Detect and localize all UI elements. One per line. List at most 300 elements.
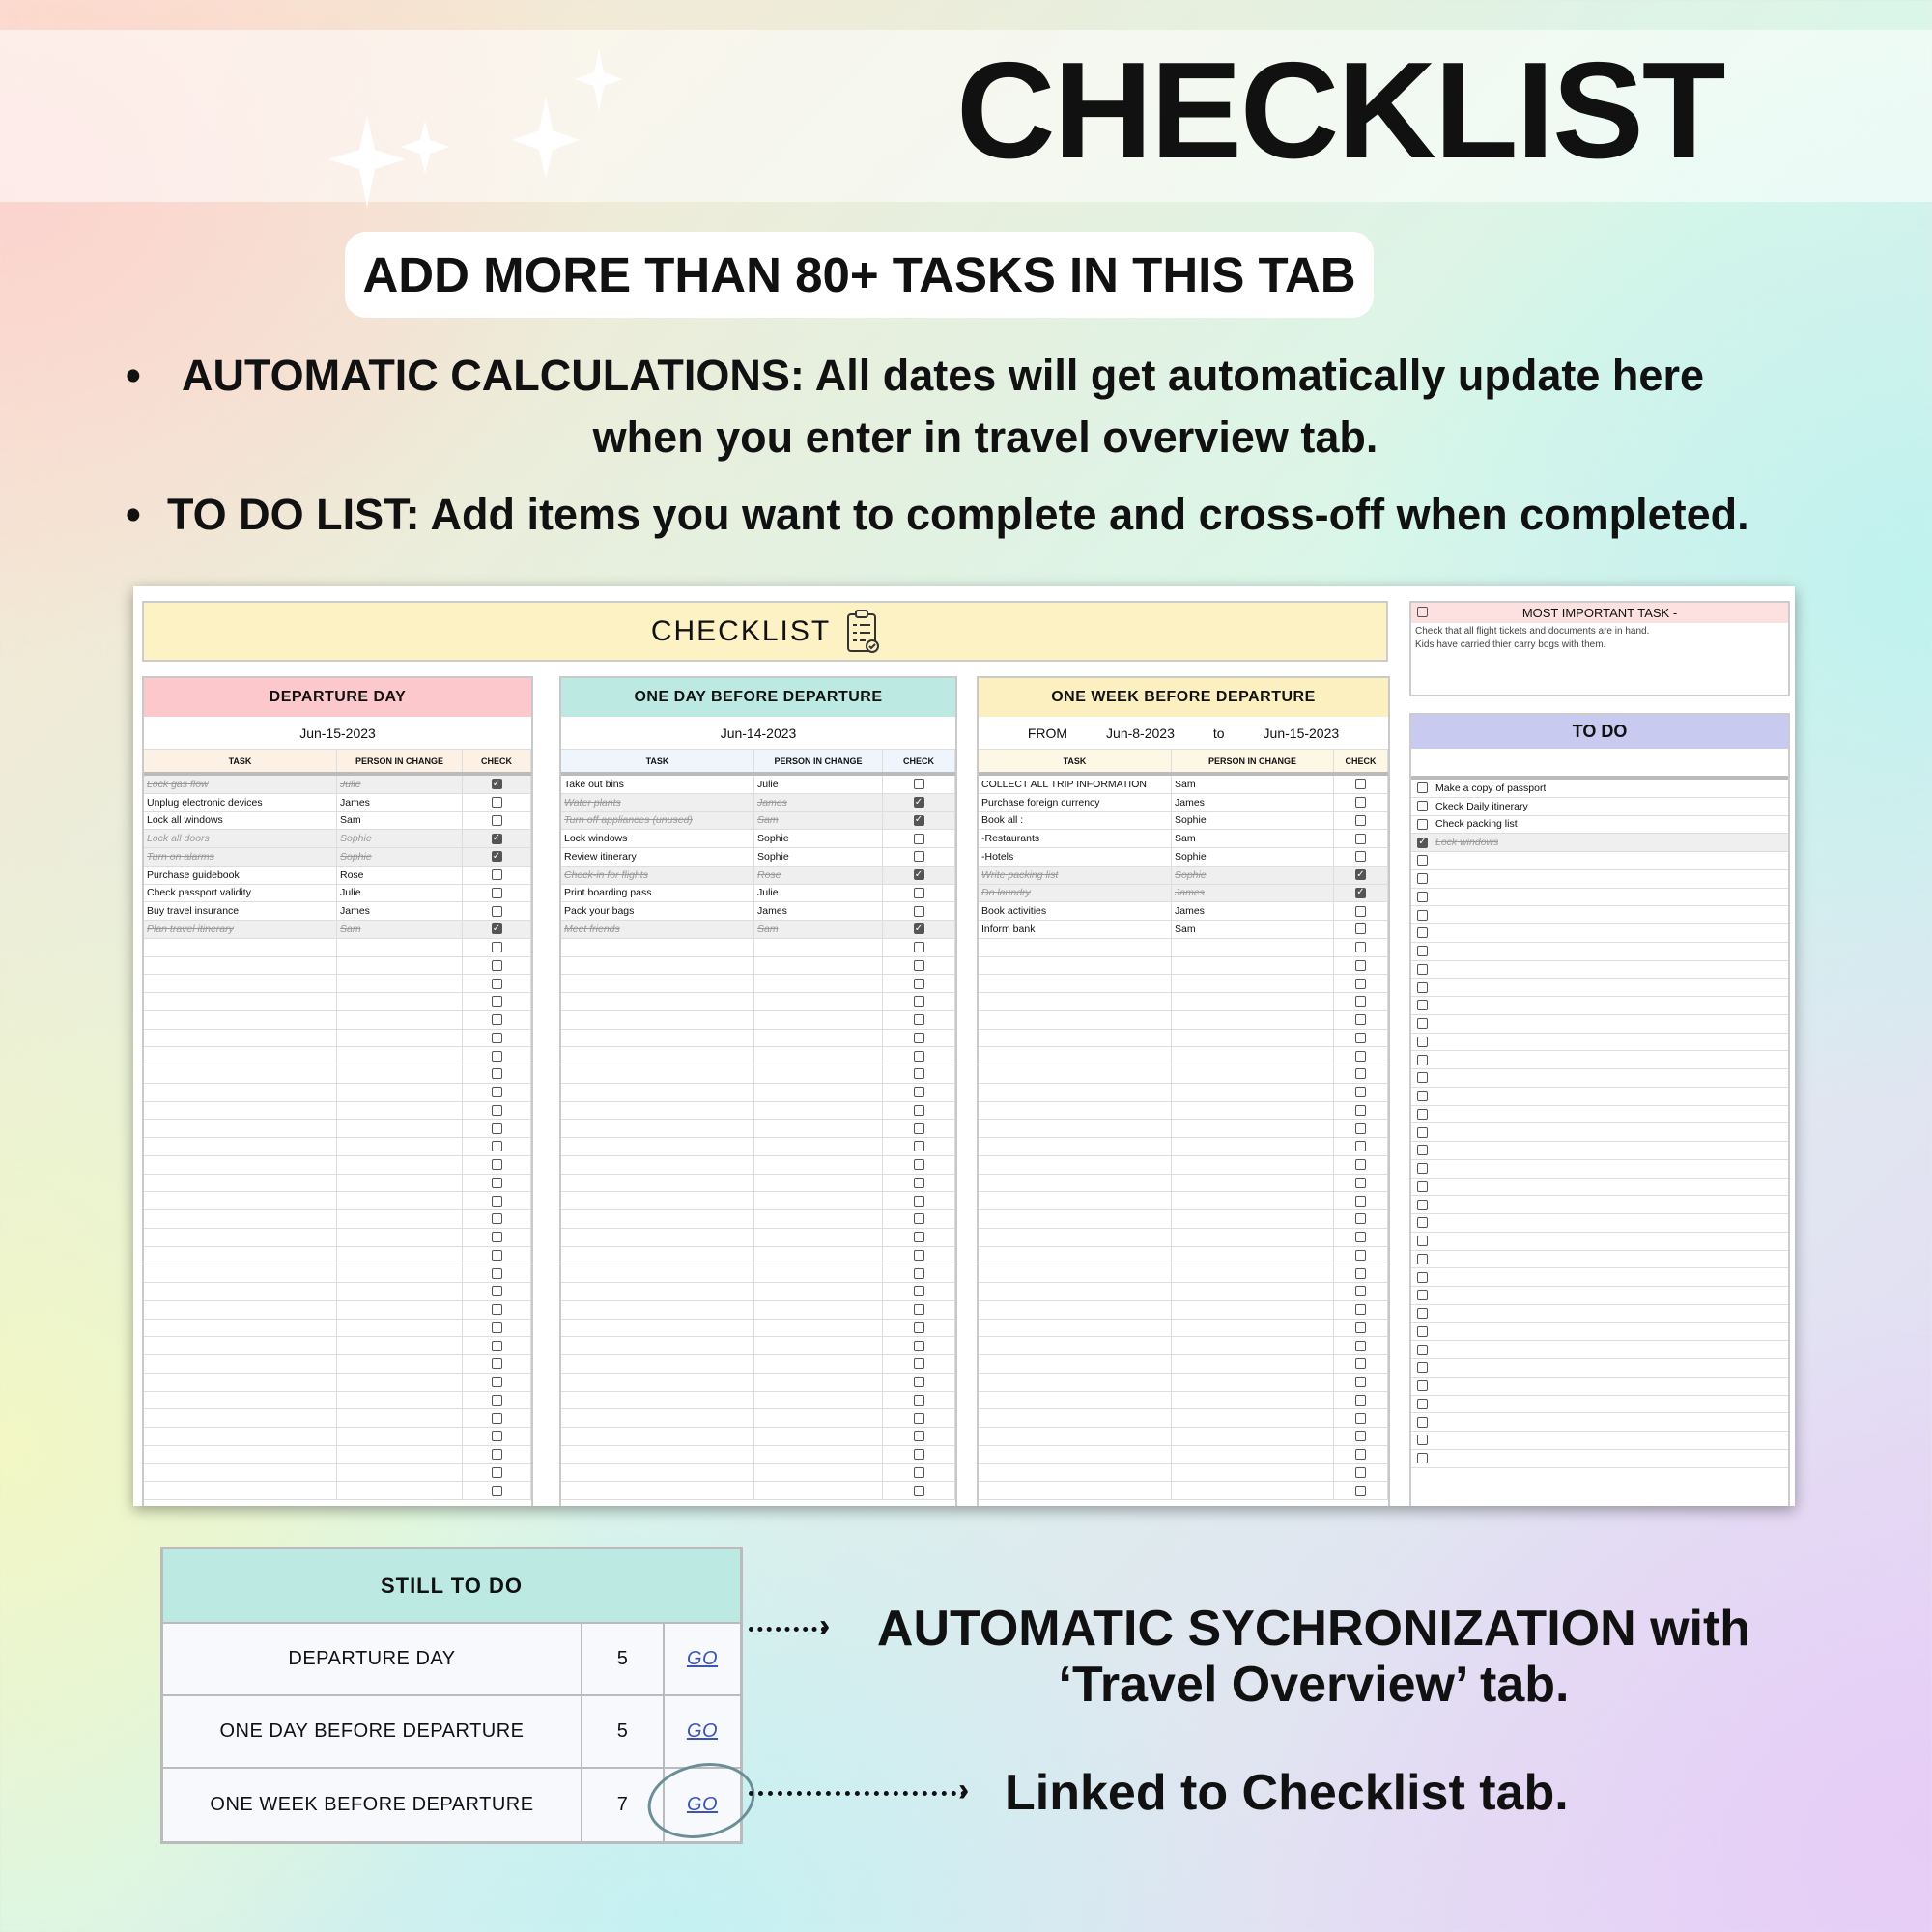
task-cell[interactable]: Purchase foreign currency bbox=[979, 794, 1172, 811]
check-checkbox[interactable] bbox=[492, 1449, 502, 1460]
task-cell[interactable] bbox=[979, 1084, 1172, 1101]
task-cell[interactable]: COLLECT ALL TRIP INFORMATION bbox=[979, 776, 1172, 793]
person-cell[interactable] bbox=[754, 1030, 883, 1047]
task-cell[interactable] bbox=[561, 1011, 754, 1029]
todo-checkbox[interactable] bbox=[1417, 927, 1428, 938]
check-checkbox[interactable] bbox=[914, 1486, 924, 1496]
check-checkbox[interactable] bbox=[1355, 1213, 1366, 1224]
check-checkbox[interactable]: ✓ bbox=[914, 814, 923, 826]
check-checkbox[interactable] bbox=[914, 942, 924, 952]
task-cell[interactable] bbox=[979, 1156, 1172, 1174]
check-checkbox[interactable] bbox=[492, 1341, 502, 1351]
check-checkbox[interactable] bbox=[914, 1051, 924, 1062]
person-cell[interactable] bbox=[1172, 1337, 1334, 1354]
check-checkbox[interactable]: ✓ bbox=[914, 796, 923, 808]
check-checkbox[interactable] bbox=[492, 815, 502, 826]
person-cell[interactable]: James bbox=[1172, 885, 1334, 902]
person-cell[interactable] bbox=[337, 1192, 463, 1209]
person-cell[interactable] bbox=[337, 1464, 463, 1482]
person-cell[interactable] bbox=[337, 1320, 463, 1337]
todo-checkbox[interactable] bbox=[1417, 892, 1428, 902]
todo-text[interactable]: Make a copy of passport bbox=[1435, 781, 1547, 794]
task-cell[interactable] bbox=[144, 1264, 337, 1282]
person-cell[interactable] bbox=[1172, 1047, 1334, 1065]
check-checkbox[interactable] bbox=[914, 1087, 924, 1097]
person-cell[interactable]: Sophie bbox=[1172, 812, 1334, 830]
todo-checkbox[interactable] bbox=[1417, 1200, 1428, 1210]
check-checkbox[interactable] bbox=[1355, 1068, 1366, 1079]
check-checkbox[interactable] bbox=[914, 1377, 924, 1387]
check-checkbox[interactable] bbox=[1355, 960, 1366, 971]
check-checkbox[interactable] bbox=[914, 1467, 924, 1478]
task-cell[interactable] bbox=[561, 1047, 754, 1065]
person-cell[interactable] bbox=[337, 1374, 463, 1391]
person-cell[interactable] bbox=[754, 1428, 883, 1445]
check-checkbox[interactable] bbox=[1355, 1178, 1366, 1188]
check-checkbox[interactable] bbox=[492, 1304, 502, 1315]
todo-checkbox[interactable] bbox=[1417, 1417, 1428, 1428]
person-cell[interactable] bbox=[1172, 1320, 1334, 1337]
task-cell[interactable] bbox=[144, 1446, 337, 1463]
task-cell[interactable] bbox=[561, 1446, 754, 1463]
task-cell[interactable] bbox=[144, 1047, 337, 1065]
check-checkbox[interactable] bbox=[1355, 1051, 1366, 1062]
check-checkbox[interactable] bbox=[1355, 979, 1366, 989]
check-checkbox[interactable] bbox=[914, 979, 924, 989]
check-checkbox[interactable] bbox=[914, 1068, 924, 1079]
check-checkbox[interactable] bbox=[492, 1051, 502, 1062]
person-cell[interactable]: Sam bbox=[337, 921, 463, 938]
person-cell[interactable] bbox=[1172, 1120, 1334, 1137]
person-cell[interactable] bbox=[337, 1011, 463, 1029]
task-cell[interactable] bbox=[979, 1464, 1172, 1482]
task-cell[interactable] bbox=[144, 1464, 337, 1482]
todo-checkbox[interactable] bbox=[1417, 855, 1428, 866]
person-cell[interactable] bbox=[754, 1320, 883, 1337]
person-cell[interactable] bbox=[337, 1175, 463, 1192]
check-checkbox[interactable] bbox=[492, 1322, 502, 1333]
person-cell[interactable]: Sam bbox=[1172, 921, 1334, 938]
task-cell[interactable]: Check-in for flights bbox=[561, 867, 754, 884]
task-cell[interactable] bbox=[561, 1138, 754, 1155]
person-cell[interactable] bbox=[337, 1210, 463, 1228]
person-cell[interactable]: Julie bbox=[754, 885, 883, 902]
person-cell[interactable] bbox=[754, 1156, 883, 1174]
person-cell[interactable] bbox=[1172, 1264, 1334, 1282]
task-cell[interactable] bbox=[144, 1482, 337, 1499]
person-cell[interactable] bbox=[1172, 1428, 1334, 1445]
check-checkbox[interactable] bbox=[1355, 1141, 1366, 1151]
check-checkbox[interactable]: ✓ bbox=[1356, 868, 1365, 880]
person-cell[interactable] bbox=[754, 1192, 883, 1209]
task-cell[interactable] bbox=[561, 939, 754, 956]
task-cell[interactable] bbox=[979, 1011, 1172, 1029]
task-cell[interactable]: Write packing list bbox=[979, 867, 1172, 884]
check-checkbox[interactable] bbox=[1355, 906, 1366, 917]
person-cell[interactable] bbox=[337, 1156, 463, 1174]
todo-checkbox[interactable] bbox=[1417, 964, 1428, 975]
go-link[interactable]: GO bbox=[686, 1794, 719, 1815]
task-cell[interactable] bbox=[144, 1355, 337, 1373]
check-checkbox[interactable] bbox=[492, 1123, 502, 1134]
check-checkbox[interactable] bbox=[1355, 1105, 1366, 1116]
person-cell[interactable] bbox=[1172, 939, 1334, 956]
person-cell[interactable] bbox=[337, 1030, 463, 1047]
person-cell[interactable] bbox=[754, 939, 883, 956]
person-cell[interactable] bbox=[754, 993, 883, 1010]
check-checkbox[interactable] bbox=[492, 1068, 502, 1079]
todo-checkbox[interactable] bbox=[1417, 1145, 1428, 1155]
todo-text[interactable]: Check packing list bbox=[1435, 818, 1518, 831]
task-cell[interactable]: Pack your bags bbox=[561, 902, 754, 920]
check-checkbox[interactable] bbox=[492, 1431, 502, 1441]
person-cell[interactable]: Sam bbox=[1172, 830, 1334, 847]
check-checkbox[interactable] bbox=[1355, 1250, 1366, 1261]
person-cell[interactable] bbox=[1172, 1446, 1334, 1463]
task-cell[interactable] bbox=[979, 1030, 1172, 1047]
check-checkbox[interactable] bbox=[914, 1178, 924, 1188]
check-checkbox[interactable] bbox=[914, 1395, 924, 1406]
person-cell[interactable]: Sophie bbox=[1172, 848, 1334, 866]
check-checkbox[interactable] bbox=[914, 1341, 924, 1351]
task-cell[interactable] bbox=[561, 1409, 754, 1427]
todo-checkbox[interactable] bbox=[1417, 1308, 1428, 1319]
check-checkbox[interactable] bbox=[1355, 1087, 1366, 1097]
important-line[interactable]: Kids have carried thier carry bogs with them. bbox=[1415, 639, 1606, 650]
check-checkbox[interactable] bbox=[1355, 942, 1366, 952]
task-cell[interactable] bbox=[979, 975, 1172, 992]
task-cell[interactable]: Take out bins bbox=[561, 776, 754, 793]
check-checkbox[interactable]: ✓ bbox=[1356, 887, 1365, 898]
person-cell[interactable] bbox=[754, 1446, 883, 1463]
person-cell[interactable] bbox=[337, 1355, 463, 1373]
todo-checkbox[interactable] bbox=[1417, 1326, 1428, 1337]
task-cell[interactable]: Print boarding pass bbox=[561, 885, 754, 902]
check-checkbox[interactable]: ✓ bbox=[492, 850, 501, 862]
person-cell[interactable]: Sam bbox=[337, 812, 463, 830]
check-checkbox[interactable] bbox=[492, 1486, 502, 1496]
task-cell[interactable] bbox=[561, 1301, 754, 1319]
person-cell[interactable] bbox=[337, 1084, 463, 1101]
check-checkbox[interactable] bbox=[1355, 1467, 1366, 1478]
person-cell[interactable] bbox=[754, 1464, 883, 1482]
person-cell[interactable] bbox=[337, 1065, 463, 1083]
check-checkbox[interactable] bbox=[914, 906, 924, 917]
person-cell[interactable]: Rose bbox=[337, 867, 463, 884]
person-cell[interactable]: Sophie bbox=[337, 830, 463, 847]
task-cell[interactable] bbox=[979, 939, 1172, 956]
todo-checkbox[interactable] bbox=[1417, 1380, 1428, 1391]
task-cell[interactable] bbox=[979, 1102, 1172, 1120]
task-cell[interactable] bbox=[561, 1192, 754, 1209]
todo-checkbox[interactable] bbox=[1417, 873, 1428, 884]
person-cell[interactable] bbox=[1172, 1301, 1334, 1319]
task-cell[interactable]: Lock all windows bbox=[144, 812, 337, 830]
task-cell[interactable] bbox=[561, 1264, 754, 1282]
go-link[interactable]: GO bbox=[686, 1720, 719, 1742]
task-cell[interactable] bbox=[144, 1065, 337, 1083]
check-checkbox[interactable] bbox=[914, 996, 924, 1007]
todo-checkbox[interactable] bbox=[1417, 982, 1428, 993]
check-checkbox[interactable] bbox=[914, 1431, 924, 1441]
todo-checkbox[interactable] bbox=[1417, 801, 1428, 811]
task-cell[interactable]: Turn off appliances (unused) bbox=[561, 812, 754, 830]
check-checkbox[interactable] bbox=[914, 1033, 924, 1043]
check-checkbox[interactable] bbox=[492, 1033, 502, 1043]
person-cell[interactable] bbox=[1172, 1283, 1334, 1300]
task-cell[interactable] bbox=[144, 1192, 337, 1209]
todo-checkbox[interactable] bbox=[1417, 1435, 1428, 1445]
person-cell[interactable] bbox=[1172, 1011, 1334, 1029]
person-cell[interactable] bbox=[754, 1247, 883, 1264]
check-checkbox[interactable] bbox=[492, 1250, 502, 1261]
person-cell[interactable] bbox=[754, 1409, 883, 1427]
person-cell[interactable] bbox=[1172, 1409, 1334, 1427]
task-cell[interactable] bbox=[144, 1374, 337, 1391]
person-cell[interactable] bbox=[1172, 975, 1334, 992]
task-cell[interactable] bbox=[144, 1210, 337, 1228]
task-cell[interactable] bbox=[979, 1283, 1172, 1300]
check-checkbox[interactable] bbox=[1355, 1341, 1366, 1351]
check-checkbox[interactable] bbox=[914, 1232, 924, 1242]
check-checkbox[interactable] bbox=[914, 1449, 924, 1460]
person-cell[interactable] bbox=[754, 1283, 883, 1300]
person-cell[interactable] bbox=[1172, 1355, 1334, 1373]
person-cell[interactable] bbox=[337, 1138, 463, 1155]
person-cell[interactable] bbox=[337, 1283, 463, 1300]
task-cell[interactable]: Water plants bbox=[561, 794, 754, 811]
person-cell[interactable] bbox=[337, 1247, 463, 1264]
check-checkbox[interactable] bbox=[492, 942, 502, 952]
check-checkbox[interactable] bbox=[1355, 1449, 1366, 1460]
person-cell[interactable] bbox=[1172, 1030, 1334, 1047]
important-checkbox[interactable] bbox=[1417, 607, 1428, 617]
person-cell[interactable] bbox=[337, 1264, 463, 1282]
person-cell[interactable] bbox=[1172, 1464, 1334, 1482]
task-cell[interactable]: Lock gas flow bbox=[144, 776, 337, 793]
task-cell[interactable] bbox=[979, 993, 1172, 1010]
task-cell[interactable]: Inform bank bbox=[979, 921, 1172, 938]
person-cell[interactable] bbox=[1172, 1084, 1334, 1101]
person-cell[interactable] bbox=[337, 1428, 463, 1445]
person-cell[interactable] bbox=[337, 1102, 463, 1120]
check-checkbox[interactable] bbox=[914, 1123, 924, 1134]
check-checkbox[interactable] bbox=[914, 1268, 924, 1279]
check-checkbox[interactable] bbox=[492, 1014, 502, 1025]
task-cell[interactable] bbox=[144, 993, 337, 1010]
person-cell[interactable] bbox=[1172, 1192, 1334, 1209]
person-cell[interactable] bbox=[754, 1011, 883, 1029]
check-checkbox[interactable] bbox=[914, 1196, 924, 1207]
task-cell[interactable] bbox=[144, 1084, 337, 1101]
check-checkbox[interactable] bbox=[1355, 1286, 1366, 1296]
check-checkbox[interactable] bbox=[914, 1141, 924, 1151]
go-link[interactable]: GO bbox=[686, 1648, 719, 1669]
check-checkbox[interactable]: ✓ bbox=[914, 868, 923, 880]
task-cell[interactable] bbox=[144, 1428, 337, 1445]
check-checkbox[interactable] bbox=[914, 1413, 924, 1424]
check-checkbox[interactable]: ✓ bbox=[914, 923, 923, 934]
task-cell[interactable]: Unplug electronic devices bbox=[144, 794, 337, 811]
task-cell[interactable]: Do laundry bbox=[979, 885, 1172, 902]
person-cell[interactable]: Rose bbox=[754, 867, 883, 884]
check-checkbox[interactable] bbox=[492, 1159, 502, 1170]
todo-checkbox[interactable] bbox=[1417, 1254, 1428, 1264]
check-checkbox[interactable] bbox=[1355, 834, 1366, 844]
task-cell[interactable]: Turn on alarms bbox=[144, 848, 337, 866]
check-checkbox[interactable] bbox=[914, 1286, 924, 1296]
check-checkbox[interactable] bbox=[1355, 1322, 1366, 1333]
check-checkbox[interactable] bbox=[1355, 1159, 1366, 1170]
task-cell[interactable] bbox=[561, 1283, 754, 1300]
check-checkbox[interactable] bbox=[1355, 1486, 1366, 1496]
task-cell[interactable] bbox=[561, 1374, 754, 1391]
person-cell[interactable] bbox=[1172, 1102, 1334, 1120]
task-cell[interactable] bbox=[979, 957, 1172, 975]
person-cell[interactable] bbox=[754, 1065, 883, 1083]
person-cell[interactable] bbox=[337, 975, 463, 992]
task-cell[interactable] bbox=[979, 1229, 1172, 1246]
person-cell[interactable] bbox=[1172, 1065, 1334, 1083]
check-checkbox[interactable] bbox=[492, 869, 502, 880]
task-cell[interactable] bbox=[979, 1374, 1172, 1391]
task-cell[interactable] bbox=[979, 1301, 1172, 1319]
person-cell[interactable] bbox=[337, 1446, 463, 1463]
todo-checkbox[interactable] bbox=[1417, 1037, 1428, 1047]
task-cell[interactable] bbox=[144, 1301, 337, 1319]
todo-checkbox[interactable] bbox=[1417, 1181, 1428, 1192]
task-cell[interactable] bbox=[979, 1047, 1172, 1065]
person-cell[interactable] bbox=[754, 1047, 883, 1065]
check-checkbox[interactable] bbox=[1355, 996, 1366, 1007]
task-cell[interactable] bbox=[144, 1011, 337, 1029]
task-cell[interactable] bbox=[979, 1428, 1172, 1445]
person-cell[interactable]: Sam bbox=[754, 921, 883, 938]
task-cell[interactable] bbox=[144, 975, 337, 992]
check-checkbox[interactable] bbox=[492, 1213, 502, 1224]
task-cell[interactable] bbox=[561, 1030, 754, 1047]
task-cell[interactable] bbox=[979, 1247, 1172, 1264]
person-cell[interactable]: Sam bbox=[1172, 776, 1334, 793]
task-cell[interactable] bbox=[979, 1409, 1172, 1427]
person-cell[interactable] bbox=[1172, 1156, 1334, 1174]
task-cell[interactable]: Check passport validity bbox=[144, 885, 337, 902]
todo-checkbox[interactable] bbox=[1417, 1000, 1428, 1010]
todo-checkbox[interactable] bbox=[1417, 1399, 1428, 1409]
todo-checkbox[interactable] bbox=[1417, 1217, 1428, 1228]
person-cell[interactable]: James bbox=[754, 902, 883, 920]
task-cell[interactable] bbox=[561, 1210, 754, 1228]
task-cell[interactable] bbox=[561, 1464, 754, 1482]
person-cell[interactable] bbox=[337, 1409, 463, 1427]
task-cell[interactable] bbox=[561, 1392, 754, 1409]
person-cell[interactable] bbox=[754, 1482, 883, 1499]
task-cell[interactable] bbox=[144, 1283, 337, 1300]
task-cell[interactable]: Book all : bbox=[979, 812, 1172, 830]
task-cell[interactable]: Lock windows bbox=[561, 830, 754, 847]
check-checkbox[interactable] bbox=[492, 888, 502, 898]
check-checkbox[interactable] bbox=[1355, 797, 1366, 808]
person-cell[interactable] bbox=[337, 939, 463, 956]
task-cell[interactable] bbox=[979, 1138, 1172, 1155]
task-cell[interactable]: Purchase guidebook bbox=[144, 867, 337, 884]
check-checkbox[interactable] bbox=[1355, 1358, 1366, 1369]
task-cell[interactable]: Plan travel itinerary bbox=[144, 921, 337, 938]
check-checkbox[interactable] bbox=[492, 1232, 502, 1242]
task-cell[interactable] bbox=[561, 957, 754, 975]
todo-checkbox[interactable]: ✓ bbox=[1418, 837, 1427, 848]
task-cell[interactable] bbox=[561, 975, 754, 992]
check-checkbox[interactable] bbox=[492, 1286, 502, 1296]
person-cell[interactable] bbox=[754, 1138, 883, 1155]
person-cell[interactable] bbox=[754, 1084, 883, 1101]
check-checkbox[interactable] bbox=[492, 1196, 502, 1207]
todo-checkbox[interactable] bbox=[1417, 782, 1428, 793]
task-cell[interactable] bbox=[979, 1337, 1172, 1354]
task-cell[interactable] bbox=[561, 1065, 754, 1083]
person-cell[interactable] bbox=[1172, 1229, 1334, 1246]
check-checkbox[interactable] bbox=[1355, 1196, 1366, 1207]
task-cell[interactable] bbox=[144, 1138, 337, 1155]
todo-checkbox[interactable] bbox=[1417, 1453, 1428, 1463]
todo-text[interactable]: Lock windows bbox=[1435, 837, 1499, 849]
check-checkbox[interactable] bbox=[1355, 779, 1366, 789]
task-cell[interactable]: -Hotels bbox=[979, 848, 1172, 866]
check-checkbox[interactable] bbox=[1355, 1304, 1366, 1315]
task-cell[interactable] bbox=[144, 1120, 337, 1137]
person-cell[interactable]: Sophie bbox=[337, 848, 463, 866]
task-cell[interactable] bbox=[979, 1210, 1172, 1228]
task-cell[interactable] bbox=[979, 1355, 1172, 1373]
check-checkbox[interactable] bbox=[492, 1087, 502, 1097]
check-checkbox[interactable] bbox=[1355, 815, 1366, 826]
check-checkbox[interactable] bbox=[1355, 851, 1366, 862]
task-cell[interactable] bbox=[144, 1102, 337, 1120]
todo-checkbox[interactable] bbox=[1417, 1345, 1428, 1355]
task-cell[interactable] bbox=[561, 1247, 754, 1264]
check-checkbox[interactable] bbox=[1355, 1014, 1366, 1025]
task-cell[interactable] bbox=[144, 1337, 337, 1354]
check-checkbox[interactable] bbox=[492, 996, 502, 1007]
task-cell[interactable] bbox=[979, 1446, 1172, 1463]
person-cell[interactable]: James bbox=[1172, 794, 1334, 811]
task-cell[interactable] bbox=[561, 1156, 754, 1174]
check-checkbox[interactable] bbox=[492, 1395, 502, 1406]
task-cell[interactable] bbox=[561, 1120, 754, 1137]
task-cell[interactable] bbox=[144, 939, 337, 956]
task-cell[interactable] bbox=[144, 957, 337, 975]
check-checkbox[interactable] bbox=[1355, 923, 1366, 934]
check-checkbox[interactable] bbox=[914, 1014, 924, 1025]
todo-text[interactable]: Ckeck Daily itinerary bbox=[1435, 800, 1528, 812]
task-cell[interactable]: Meet friends bbox=[561, 921, 754, 938]
check-checkbox[interactable] bbox=[914, 1213, 924, 1224]
task-cell[interactable] bbox=[979, 1482, 1172, 1499]
check-checkbox[interactable] bbox=[914, 1105, 924, 1116]
person-cell[interactable]: James bbox=[754, 794, 883, 811]
person-cell[interactable] bbox=[1172, 1247, 1334, 1264]
task-cell[interactable] bbox=[561, 1320, 754, 1337]
person-cell[interactable]: Sophie bbox=[754, 830, 883, 847]
person-cell[interactable] bbox=[337, 1301, 463, 1319]
person-cell[interactable]: Sophie bbox=[1172, 867, 1334, 884]
person-cell[interactable] bbox=[754, 1355, 883, 1373]
check-checkbox[interactable]: ✓ bbox=[492, 923, 501, 934]
person-cell[interactable]: James bbox=[337, 794, 463, 811]
person-cell[interactable] bbox=[754, 1374, 883, 1391]
todo-checkbox[interactable] bbox=[1417, 946, 1428, 956]
task-cell[interactable] bbox=[979, 1320, 1172, 1337]
